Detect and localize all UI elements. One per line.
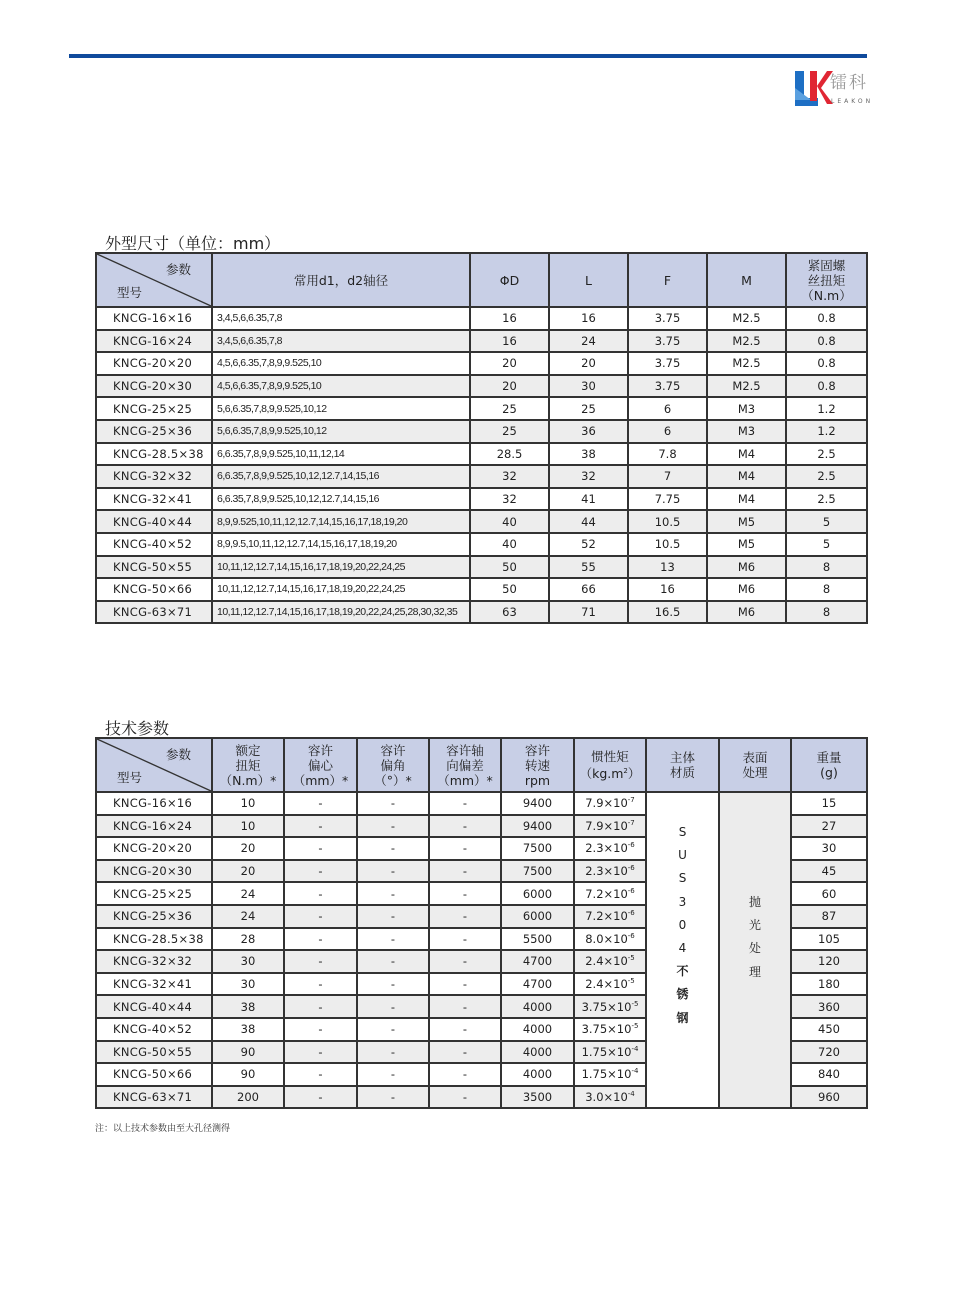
table-row: [96, 465, 867, 488]
table-row: [96, 578, 867, 601]
cell-speed: 4000: [501, 1041, 574, 1064]
cell-model: KNCG-40×52: [96, 1018, 212, 1041]
table-row: [96, 443, 867, 466]
cell-t: 0.8: [786, 330, 867, 353]
header-param: 参数: [165, 747, 191, 762]
cell-m: M6: [707, 578, 786, 601]
cell-d: 40: [470, 510, 549, 533]
cell-t: 2.5: [786, 488, 867, 511]
cell-torque: 20: [212, 837, 284, 860]
shaft-text: 5,6,6.35,7,8,9,9.525,10,12: [217, 425, 327, 438]
header-eccentricity: 容许 偏心 （mm）*: [284, 738, 357, 792]
cell-m: M4: [707, 465, 786, 488]
cell-d: 16: [470, 330, 549, 353]
cell-speed: 3500: [501, 1086, 574, 1109]
cell-ecc: -: [284, 995, 357, 1018]
cell-d: 50: [470, 578, 549, 601]
material-char: U: [678, 848, 687, 863]
cell-weight: 87: [791, 905, 867, 928]
cell-t: 5: [786, 510, 867, 533]
cell-f: 7.8: [628, 443, 707, 466]
cell-shaft: [212, 307, 470, 330]
cell-torque: 28: [212, 928, 284, 951]
cell-d: 50: [470, 556, 549, 579]
cell-d: 16: [470, 307, 549, 330]
cell-shaft: [212, 533, 470, 556]
cell-shaft: [212, 443, 470, 466]
cell-torque: 10: [212, 792, 284, 815]
cell-inertia: $1.75\times 10^{-4}$: [574, 1063, 646, 1086]
cell-weight: 60: [791, 882, 867, 905]
table-row: [96, 375, 867, 398]
cell-torque: 10: [212, 815, 284, 838]
cell-f: 10.5: [628, 510, 707, 533]
cell-l: 36: [549, 420, 628, 443]
table-row: [96, 397, 867, 420]
cell-ecc: -: [284, 1018, 357, 1041]
material-char: 不: [676, 964, 689, 979]
cell-ecc: -: [284, 837, 357, 860]
cell-ecc: -: [284, 950, 357, 973]
cell-f: 6: [628, 420, 707, 443]
cell-model: KNCG-20×20: [96, 837, 212, 860]
cell-material-merged: [646, 792, 719, 1108]
cell-d: 40: [470, 533, 549, 556]
cell-l: 25: [549, 397, 628, 420]
surface-char: 理: [748, 964, 761, 979]
header-speed: 容许 转速 rpm: [501, 738, 574, 792]
cell-angle: -: [357, 1063, 429, 1086]
header-rule: [69, 54, 867, 58]
brand-name-cn: 镭科: [830, 73, 868, 93]
brand-name-en: LEAKON: [831, 98, 874, 105]
cell-axial: -: [429, 860, 501, 883]
header-l: L: [549, 253, 628, 307]
cell-torque: 38: [212, 1018, 284, 1041]
cell-ecc: -: [284, 928, 357, 951]
cell-weight: 960: [791, 1086, 867, 1109]
cell-m: M2.5: [707, 330, 786, 353]
cell-torque: 30: [212, 950, 284, 973]
cell-shaft: [212, 330, 470, 353]
shaft-text: 5,6,6.35,7,8,9,9.525,10,12: [217, 402, 327, 415]
cell-f: 3.75: [628, 330, 707, 353]
cell-f: 13: [628, 556, 707, 579]
cell-speed: 7500: [501, 860, 574, 883]
cell-model: KNCG-50×66: [96, 1063, 212, 1086]
cell-speed: 4000: [501, 995, 574, 1018]
cell-f: 3.75: [628, 375, 707, 398]
cell-t: 0.8: [786, 307, 867, 330]
cell-inertia: $1.75\times 10^{-4}$: [574, 1041, 646, 1064]
cell-angle: -: [357, 815, 429, 838]
cell-model: KNCG-50×55: [96, 556, 212, 579]
cell-speed: 9400: [501, 792, 574, 815]
material-char: 钢: [676, 1010, 689, 1025]
cell-inertia: $2.4\times 10^{-5}$: [574, 950, 646, 973]
cell-m: M2.5: [707, 307, 786, 330]
cell-angle: -: [357, 792, 429, 815]
cell-d: 32: [470, 488, 549, 511]
footnote: 注：以上技术参数由至大孔径测得: [95, 1124, 231, 1134]
cell-model: KNCG-40×52: [96, 533, 212, 556]
cell-l: 30: [549, 375, 628, 398]
cell-model: KNCG-40×44: [96, 510, 212, 533]
cell-f: 10.5: [628, 533, 707, 556]
header-m: M: [707, 253, 786, 307]
header-weight: 重量 (g): [791, 738, 867, 792]
cell-inertia: $2.4\times 10^{-5}$: [574, 973, 646, 996]
cell-model: KNCG-32×41: [96, 973, 212, 996]
cell-m: M5: [707, 533, 786, 556]
cell-ecc: -: [284, 860, 357, 883]
dimensions-table: [95, 252, 868, 624]
cell-ecc: -: [284, 792, 357, 815]
cell-shaft: [212, 578, 470, 601]
cell-m: M6: [707, 601, 786, 624]
cell-angle: -: [357, 1041, 429, 1064]
shaft-text: 4,5,6,6.35,7,8,9,9.525,10: [217, 357, 322, 370]
header-torque-line1: 紧固螺: [807, 257, 846, 273]
cell-l: 55: [549, 556, 628, 579]
cell-inertia: $8.0\times 10^{-6}$: [574, 928, 646, 951]
cell-l: 52: [549, 533, 628, 556]
cell-model: KNCG-20×30: [96, 860, 212, 883]
cell-f: 16.5: [628, 601, 707, 624]
cell-l: 66: [549, 578, 628, 601]
cell-shaft: [212, 397, 470, 420]
cell-model: KNCG-40×44: [96, 995, 212, 1018]
surface-char: 光: [748, 918, 761, 933]
cell-speed: 6000: [501, 905, 574, 928]
cell-t: 1.2: [786, 397, 867, 420]
cell-l: 16: [549, 307, 628, 330]
cell-shaft: [212, 488, 470, 511]
cell-l: 41: [549, 488, 628, 511]
material-char: 0: [678, 917, 687, 932]
shaft-text: 3,4,5,6,6.35,7,8: [217, 312, 282, 325]
cell-d: 20: [470, 352, 549, 375]
table-row: [96, 307, 867, 330]
cell-model: KNCG-16×24: [96, 815, 212, 838]
cell-model: KNCG-25×36: [96, 905, 212, 928]
cell-angle: -: [357, 837, 429, 860]
table-row: [96, 792, 867, 815]
shaft-text: 6,6.35,7,8,9,9.525,10,11,12,14: [217, 447, 345, 460]
cell-torque: 90: [212, 1041, 284, 1064]
cell-torque: 30: [212, 973, 284, 996]
cell-d: 20: [470, 375, 549, 398]
cell-model: KNCG-32×32: [96, 465, 212, 488]
cell-l: 71: [549, 601, 628, 624]
cell-f: 16: [628, 578, 707, 601]
cell-model: KNCG-63×71: [96, 1086, 212, 1109]
dimensions-title: 外型尺寸（单位：mm）: [105, 234, 281, 253]
cell-f: 6: [628, 397, 707, 420]
cell-inertia: $3.0\times 10^{-4}$: [574, 1086, 646, 1109]
shaft-text: 8,9,9.525,10,11,12,12.7,14,15,16,17,18,19,20: [217, 515, 408, 528]
cell-l: 32: [549, 465, 628, 488]
cell-angle: -: [357, 1018, 429, 1041]
table-row: [96, 533, 867, 556]
cell-model: KNCG-28.5×38: [96, 928, 212, 951]
cell-model: KNCG-50×55: [96, 1041, 212, 1064]
cell-t: 5: [786, 533, 867, 556]
cell-axial: -: [429, 905, 501, 928]
cell-axial: -: [429, 1018, 501, 1041]
technical-table: [95, 737, 868, 1109]
shaft-text: 3,4,5,6,6.35,7,8: [217, 334, 282, 347]
cell-model: KNCG-32×32: [96, 950, 212, 973]
table-row: [96, 556, 867, 579]
shaft-text: 6,6.35,7,8,9,9.525,10,12,12.7,14,15,16: [217, 493, 379, 506]
cell-torque: 90: [212, 1063, 284, 1086]
cell-axial: -: [429, 837, 501, 860]
shaft-text: 4,5,6,6.35,7,8,9,9.525,10: [217, 380, 322, 393]
shaft-text: 8,9,9.5,10,11,12,12.7,14,15,16,17,18,19,20: [217, 538, 397, 551]
cell-t: 2.5: [786, 465, 867, 488]
cell-ecc: -: [284, 1063, 357, 1086]
cell-speed: 4000: [501, 1063, 574, 1086]
cell-model: KNCG-63×71: [96, 601, 212, 624]
cell-shaft: [212, 375, 470, 398]
cell-ecc: -: [284, 905, 357, 928]
shaft-text: 10,11,12,12.7,14,15,16,17,18,19,20,22,24,25: [217, 560, 405, 573]
cell-axial: -: [429, 1063, 501, 1086]
cell-weight: 450: [791, 1018, 867, 1041]
technical-title: 技术参数: [105, 719, 170, 738]
cell-l: 24: [549, 330, 628, 353]
header-diagonal-cell: [96, 253, 212, 307]
cell-t: 8: [786, 601, 867, 624]
cell-inertia: $7.9\times 10^{-7}$: [574, 792, 646, 815]
cell-model: KNCG-25×25: [96, 882, 212, 905]
header-material: 主体 材质: [646, 738, 719, 792]
cell-speed: 5500: [501, 928, 574, 951]
cell-angle: -: [357, 860, 429, 883]
cell-m: M2.5: [707, 352, 786, 375]
cell-torque: 38: [212, 995, 284, 1018]
cell-angle: -: [357, 928, 429, 951]
shaft-text: 10,11,12,12.7,14,15,16,17,18,19,20,22,24,25: [217, 583, 405, 596]
header-rated-torque: 额定 扭矩 （N.m）*: [212, 738, 284, 792]
cell-t: 8: [786, 578, 867, 601]
table-row: [96, 488, 867, 511]
cell-ecc: -: [284, 1086, 357, 1109]
material-char: 4: [678, 941, 687, 956]
cell-m: M3: [707, 397, 786, 420]
cell-m: M2.5: [707, 375, 786, 398]
header-d: ΦD: [470, 253, 549, 307]
cell-ecc: -: [284, 882, 357, 905]
cell-weight: 120: [791, 950, 867, 973]
cell-f: 3.75: [628, 307, 707, 330]
header-torque-line3: （N.m）: [801, 287, 852, 303]
cell-speed: 4000: [501, 1018, 574, 1041]
cell-axial: -: [429, 973, 501, 996]
cell-f: 7.75: [628, 488, 707, 511]
cell-m: M4: [707, 443, 786, 466]
cell-shaft: [212, 420, 470, 443]
cell-shaft: [212, 556, 470, 579]
header-axial: 容许轴 向偏差 （mm）*: [429, 738, 501, 792]
material-char: S: [678, 825, 687, 839]
header-f: F: [628, 253, 707, 307]
cell-axial: -: [429, 995, 501, 1018]
cell-weight: 840: [791, 1063, 867, 1086]
cell-axial: -: [429, 950, 501, 973]
cell-speed: 9400: [501, 815, 574, 838]
header-shaft: 常用d1，d2轴径: [212, 253, 470, 307]
table-row: [96, 601, 867, 624]
header-model: 型号: [117, 285, 143, 300]
cell-model: KNCG-16×16: [96, 307, 212, 330]
cell-m: M3: [707, 420, 786, 443]
cell-inertia: $3.75\times 10^{-5}$: [574, 1018, 646, 1041]
cell-angle: -: [357, 995, 429, 1018]
cell-d: 32: [470, 465, 549, 488]
cell-model: KNCG-16×24: [96, 330, 212, 353]
cell-d: 25: [470, 397, 549, 420]
cell-ecc: -: [284, 1041, 357, 1064]
cell-weight: 45: [791, 860, 867, 883]
cell-t: 2.5: [786, 443, 867, 466]
cell-weight: 15: [791, 792, 867, 815]
cell-t: 1.2: [786, 420, 867, 443]
header-surface: 表面 处理: [719, 738, 791, 792]
cell-t: 0.8: [786, 375, 867, 398]
cell-inertia: $7.2\times 10^{-6}$: [574, 905, 646, 928]
header-inertia: 惯性矩 $(kg.m^2)$: [574, 738, 646, 792]
cell-axial: -: [429, 928, 501, 951]
cell-shaft: [212, 510, 470, 533]
surface-char: 抛: [748, 895, 761, 909]
material-char: 锈: [676, 987, 689, 1002]
cell-axial: -: [429, 792, 501, 815]
cell-axial: -: [429, 1086, 501, 1109]
cell-model: KNCG-32×41: [96, 488, 212, 511]
cell-angle: -: [357, 973, 429, 996]
cell-weight: 105: [791, 928, 867, 951]
cell-inertia: $7.9\times 10^{-7}$: [574, 815, 646, 838]
cell-angle: -: [357, 1086, 429, 1109]
cell-weight: 30: [791, 837, 867, 860]
cell-torque: 20: [212, 860, 284, 883]
cell-speed: 6000: [501, 882, 574, 905]
cell-f: 3.75: [628, 352, 707, 375]
cell-angle: -: [357, 950, 429, 973]
cell-weight: 720: [791, 1041, 867, 1064]
cell-surface-merged: [719, 792, 791, 1108]
header-diagonal-cell: [96, 738, 212, 792]
table-row: [96, 330, 867, 353]
material-char: S: [678, 871, 687, 886]
cell-angle: -: [357, 882, 429, 905]
cell-ecc: -: [284, 973, 357, 996]
cell-model: KNCG-25×25: [96, 397, 212, 420]
shaft-text: 10,11,12,12.7,14,15,16,17,18,19,20,22,24,25,28,30,32,35: [217, 606, 458, 619]
cell-torque: 24: [212, 882, 284, 905]
cell-weight: 27: [791, 815, 867, 838]
cell-t: 0.8: [786, 352, 867, 375]
table-row: [96, 510, 867, 533]
cell-axial: -: [429, 1041, 501, 1064]
header-model: 型号: [117, 770, 143, 785]
material-char: 3: [678, 894, 687, 909]
cell-weight: 360: [791, 995, 867, 1018]
cell-d: 63: [470, 601, 549, 624]
cell-l: 20: [549, 352, 628, 375]
cell-shaft: [212, 601, 470, 624]
cell-inertia: $2.3\times 10^{-6}$: [574, 860, 646, 883]
cell-m: M5: [707, 510, 786, 533]
cell-d: 25: [470, 420, 549, 443]
cell-model: KNCG-16×16: [96, 792, 212, 815]
cell-f: 7: [628, 465, 707, 488]
cell-torque: 24: [212, 905, 284, 928]
cell-torque: 200: [212, 1086, 284, 1109]
cell-model: KNCG-20×20: [96, 352, 212, 375]
cell-l: 38: [549, 443, 628, 466]
cell-speed: 4700: [501, 973, 574, 996]
cell-weight: 180: [791, 973, 867, 996]
cell-d: 28.5: [470, 443, 549, 466]
cell-model: KNCG-20×30: [96, 375, 212, 398]
cell-speed: 7500: [501, 837, 574, 860]
cell-l: 44: [549, 510, 628, 533]
cell-model: KNCG-25×36: [96, 420, 212, 443]
cell-speed: 4700: [501, 950, 574, 973]
header-param: 参数: [165, 262, 191, 277]
table-row: [96, 352, 867, 375]
header-angle: 容许 偏角 （°）*: [357, 738, 429, 792]
cell-shaft: [212, 465, 470, 488]
cell-inertia: $2.3\times 10^{-6}$: [574, 837, 646, 860]
shaft-text: 6,6.35,7,8,9,9.525,10,12,12.7,14,15,16: [217, 470, 379, 483]
cell-model: KNCG-50×66: [96, 578, 212, 601]
cell-axial: -: [429, 815, 501, 838]
cell-ecc: -: [284, 815, 357, 838]
cell-angle: -: [357, 905, 429, 928]
cell-axial: -: [429, 882, 501, 905]
cell-shaft: [212, 352, 470, 375]
cell-t: 8: [786, 556, 867, 579]
cell-inertia: $3.75\times 10^{-5}$: [574, 995, 646, 1018]
header-torque-line2: 丝扭矩: [807, 272, 846, 288]
header-screw-torque: [786, 253, 867, 307]
cell-inertia: $7.2\times 10^{-6}$: [574, 882, 646, 905]
table-row: [96, 420, 867, 443]
cell-model: KNCG-28.5×38: [96, 443, 212, 466]
surface-char: 处: [748, 941, 761, 956]
cell-m: M6: [707, 556, 786, 579]
cell-m: M4: [707, 488, 786, 511]
